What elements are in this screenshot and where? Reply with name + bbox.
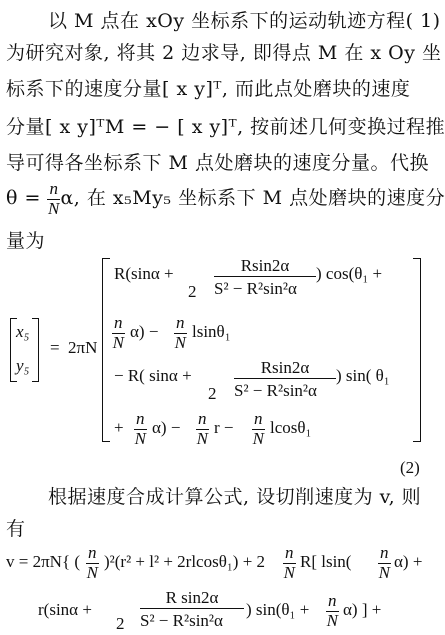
row1-fraction-den: S² − R²sin²α [214,279,297,298]
eq3-line1-b: )²(r² + l² + 2rlcosθ₁) + 2 [104,552,266,571]
row1-two: 2 [188,282,197,301]
row3-start: − R( sinα + [114,366,192,385]
row3-fraction-num: Rsin2α [234,358,336,379]
row4-post: lcosθ₁ [270,418,312,437]
coefficient: 2πN [68,338,98,357]
row2-frac1: $\frac{n}{N}$ [112,313,124,352]
eq3-frac4: $\frac{n}{N}$ [326,591,338,630]
row3-end: ) sin( θ₁ [336,366,390,385]
para1-line4: 分量[ x y]ᵀM = − [ x y]ᵀ, 按前述几何变换过程推 [6,116,445,138]
eq3-line2-den: S² − R²sin²α [140,611,223,630]
para2-line1: 根据速度合成计算公式, 设切削速度为 v, 则 [48,486,422,508]
para1-line1: 以 M 点在 xOy 坐标系下的运动轨迹方程( 1) [48,10,441,32]
para1-line6 [6,180,445,218]
row1-end: ) cos(θ₁ + [316,264,383,283]
row4-mid: α) − [152,418,181,437]
para1-line2: 为研究对象, 将其 2 边求导, 即得点 M 在 x Oy 坐 [6,42,442,64]
row2-pre: α) − [130,322,159,341]
row3-fraction-den: S² − R²sin²α [234,381,317,400]
eq3-line2-c: α) ] + [343,600,382,619]
eq3-line2-a: r(sinα + [38,600,92,619]
row1-start: R(sinα + [114,264,174,283]
eq3-line2-two: 2 [116,614,125,633]
matrix-left-bracket [102,258,110,442]
theta-eq: θ = [6,187,48,210]
row4-mid2: r − [214,418,234,437]
para2-line2: 有 [6,518,26,540]
frac-den: N [48,198,60,218]
row2-frac2: $\frac{n}{N}$ [174,313,186,352]
row4-frac1: $\frac{n}{N}$ [134,409,146,448]
para1-line7: 量为 [6,230,46,252]
lhs-right-bracket [32,318,39,382]
row1-fraction-num: Rsin2α [214,256,316,277]
row3-two: 2 [208,384,217,403]
row2-post: lsinθ₁ [192,322,231,341]
eq3-line2-num: R sin2α [140,588,244,609]
lhs-y5: y₅ [16,356,30,375]
frac-num: n [49,179,59,198]
eq3-frac3: $\frac{n}{N}$ [378,543,390,582]
lhs-x5: x₅ [16,322,30,341]
matrix-right-bracket [413,258,421,442]
eq3-line1-d: α) + [394,552,423,571]
eq3-line2-b: ) sin(θ₁ + [246,600,310,619]
equation-number: (2) [400,458,420,477]
para1-line3: 标系下的速度分量[ x y]ᵀ, 而此点处磨块的速度 [6,78,411,100]
row4-frac3: $\frac{n}{N}$ [252,409,264,448]
fraction-n-over-N [47,180,60,218]
row4-frac2: $\frac{n}{N}$ [196,409,208,448]
row4-plus: + [114,418,124,437]
equals-sign: = [50,338,60,357]
eq3-line1-a: v = 2πN{ ( [6,552,81,571]
eq3-frac2: $\frac{n}{N}$ [283,543,295,582]
para1-line6-rest: α, 在 x₅My₅ 坐标系下 M 点处磨块的速度分 [60,187,445,210]
eq3-line1-c: R[ lsin( [300,552,352,571]
para1-line5: 导可得各坐标系下 M 点处磨块的速度分量。代换 [6,152,430,174]
eq3-frac1: $\frac{n}{N}$ [86,543,98,582]
